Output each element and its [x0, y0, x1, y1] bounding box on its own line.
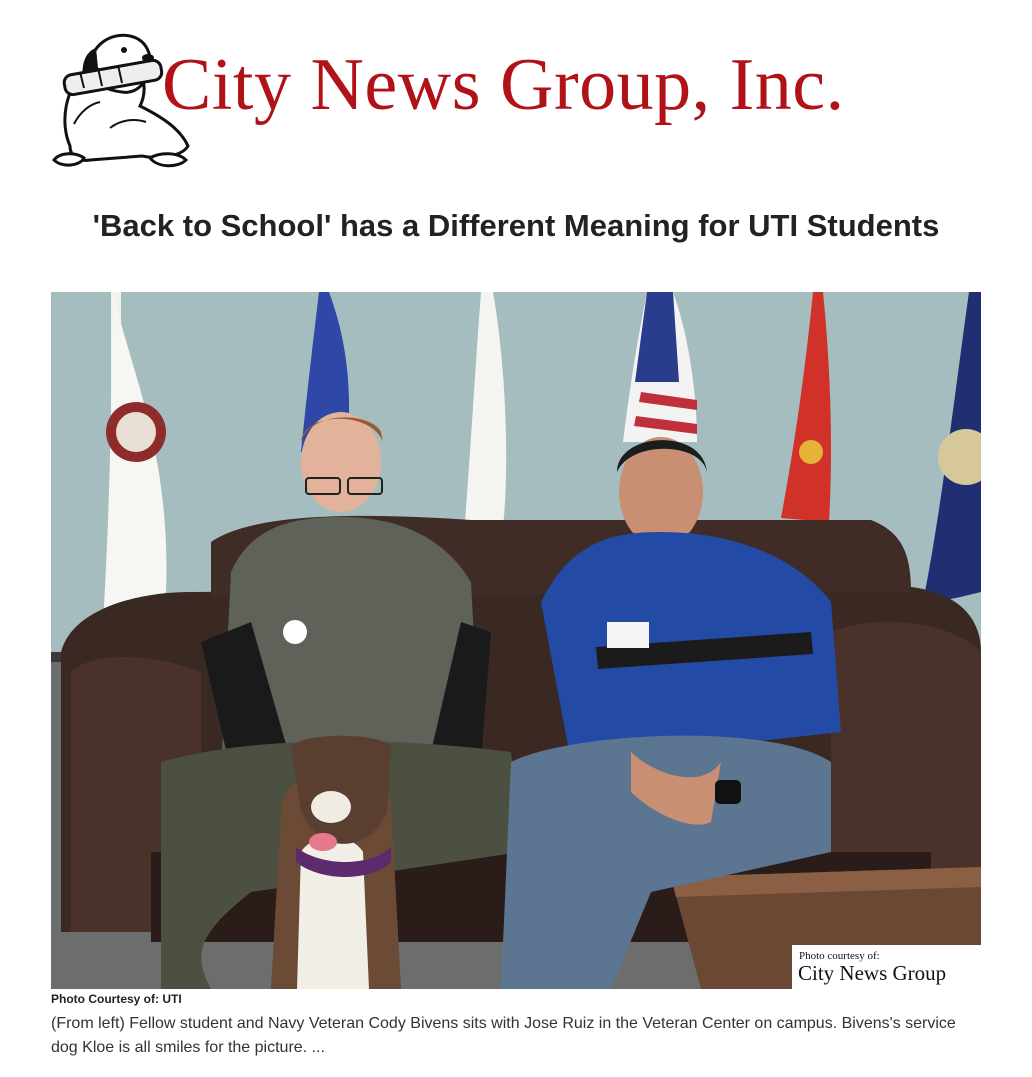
- brand-name[interactable]: City News Group, Inc.: [162, 44, 845, 126]
- masthead: [50, 28, 980, 178]
- photo-caption: (From left) Fellow student and Navy Veteran Cody Bivens sits with Jose Ruiz in the Veteran Center on campus. Bivens's service dog Kloe is all smiles for the picture. ...: [51, 1015, 956, 1056]
- watermark-small-text: Photo courtesy of:: [799, 950, 880, 962]
- photo-credit: Photo Courtesy of: UTI: [51, 992, 182, 1006]
- photo-watermark: [793, 945, 981, 989]
- article-headline: 'Back to School' has a Different Meaning for UTI Students: [92, 208, 940, 243]
- article-photo[interactable]: [51, 292, 981, 989]
- watermark-big-text: City News Group: [798, 961, 947, 985]
